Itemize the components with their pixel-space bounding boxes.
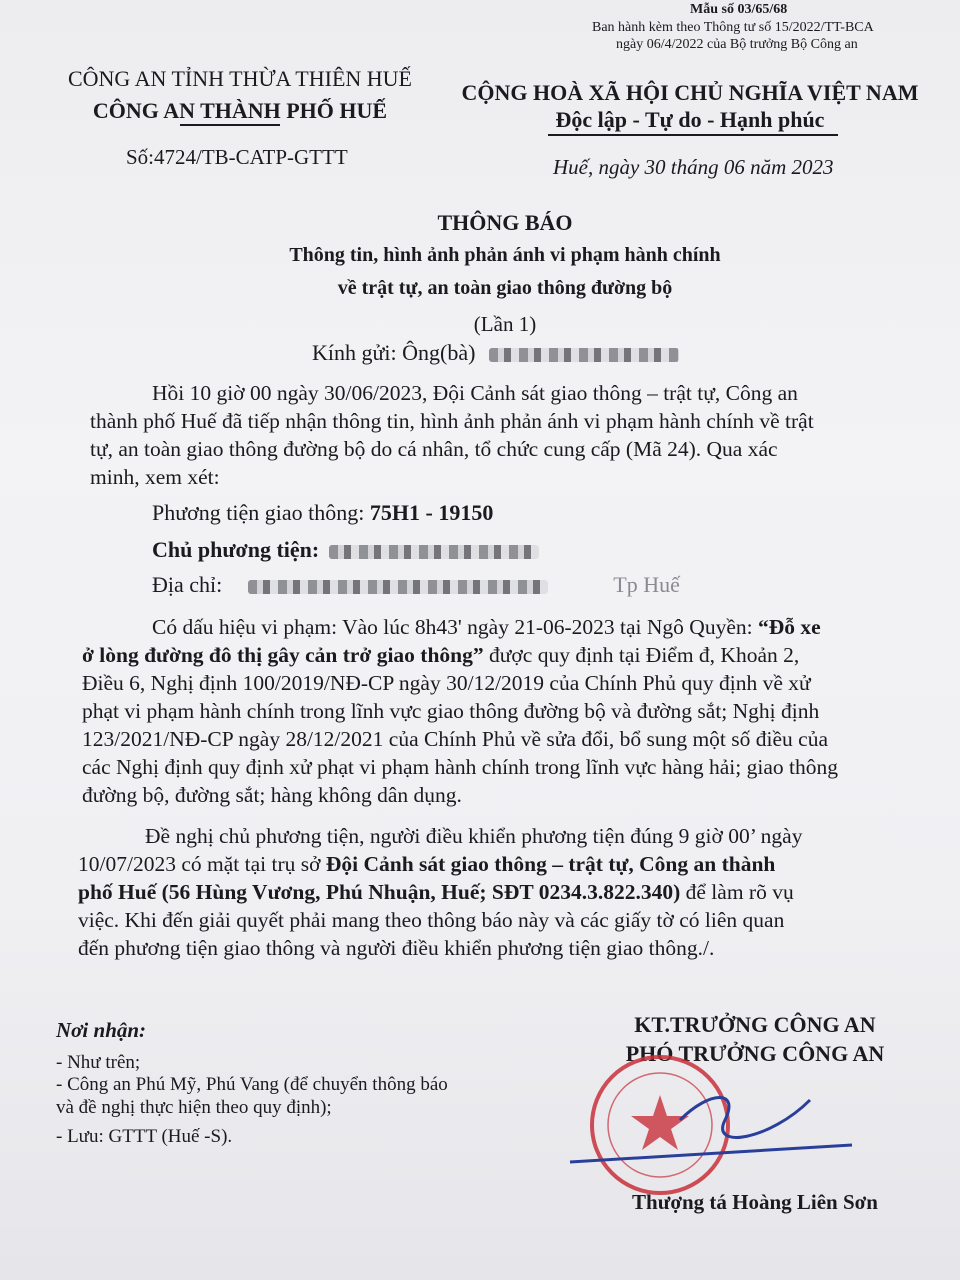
violation-text: Có dấu hiệu vi phạm: Vào lúc 8h43' ngày 21-06-2023 tại Ngô Quyền: <box>152 615 758 639</box>
violation-line <box>82 642 799 670</box>
request-line: Đề nghị chủ phương tiện, người điều khiển phương tiện đúng 9 giờ 00’ ngày <box>145 824 803 848</box>
violation-line <box>152 614 821 642</box>
document-subtitle-2: về trật tự, an toàn giao thông đường bộ <box>337 277 673 299</box>
issuing-unit: CÔNG AN THÀNH PHỐ HUẾ <box>92 98 388 123</box>
request-line: đến phương tiện giao thông và người điều khiển phương tiện giao thông./. <box>78 936 715 960</box>
form-number: Mẫu số 03/65/68 <box>690 2 788 17</box>
motto-underline <box>548 134 838 136</box>
recipient-item: và đề nghị thực hiện theo quy định); <box>56 1097 332 1118</box>
document-number: Số:4724/TB-CATP-GTTT <box>126 145 348 169</box>
violation-text: được quy định tại Điểm đ, Khoản 2, <box>483 643 800 667</box>
owner-label: Chủ phương tiện: <box>152 537 320 562</box>
request-highlight: phố Huế (56 Hùng Vương, Phú Nhuận, Huế; SĐT 0234.3.822.340) <box>78 880 681 904</box>
request-line <box>78 851 775 879</box>
violation-highlight: “Đỗ xe <box>757 615 821 639</box>
recipients-title: Nơi nhận: <box>56 1018 147 1042</box>
intro-line: Hồi 10 giờ 00 ngày 30/06/2023, Đội Cảnh sát giao thông – trật tự, Công an <box>152 381 798 405</box>
attempt-number: (Lần 1) <box>473 312 537 336</box>
signature-title-2: PHÓ TRƯỞNG CÔNG AN <box>625 1041 885 1066</box>
redacted-name <box>489 348 679 362</box>
violation-line: 123/2021/NĐ-CP ngày 28/12/2021 của Chính Phủ về sửa đổi, bổ sung một số điều của <box>82 727 828 751</box>
nation-name: CỘNG HOÀ XÃ HỘI CHỦ NGHĨA VIỆT NAM <box>461 80 919 105</box>
form-ref-line-3: ngày 06/4/2022 của Bộ trưởng Bộ Công an <box>616 37 858 52</box>
document-title: THÔNG BÁO <box>437 210 573 235</box>
agency-underline <box>180 124 280 126</box>
request-highlight: Đội Cảnh sát giao thông – trật tự, Công an thành <box>325 852 776 876</box>
nation-motto: Độc lập - Tự do - Hạnh phúc <box>555 107 825 132</box>
violation-line: phạt vi phạm hành chính trong lĩnh vực giao thông đường bộ và đường sắt; Nghị định <box>82 699 820 723</box>
violation-highlight: ở lòng đường đô thị gây cản trở giao thông” <box>82 643 484 667</box>
document-subtitle-1: Thông tin, hình ảnh phản ánh vi phạm hành chính <box>289 244 721 266</box>
intro-line: minh, xem xét: <box>90 465 220 489</box>
address-city: Tp Huế <box>613 572 680 597</box>
vehicle-row <box>152 500 493 526</box>
intro-line: tự, an toàn giao thông đường bộ do cá nhân, tổ chức cung cấp (Mã 24). Qua xác <box>90 437 778 461</box>
request-line: việc. Khi đến giải quyết phải mang theo thông báo này và các giấy tờ có liên quan <box>78 908 785 932</box>
parent-agency: CÔNG AN TỈNH THỪA THIÊN HUẾ <box>67 66 412 91</box>
redacted-address <box>248 580 548 594</box>
signer-name: Thượng tá Hoàng Liên Sơn <box>632 1190 878 1214</box>
signature-title-1: KT.TRƯỞNG CÔNG AN <box>634 1012 876 1037</box>
recipient-item: - Công an Phú Mỹ, Phú Vang (để chuyển thông báo <box>56 1074 448 1095</box>
request-text: để làm rõ vụ <box>680 880 794 904</box>
address-row <box>152 572 680 598</box>
recipient-item: - Lưu: GTTT (Huế -S). <box>56 1126 233 1147</box>
form-ref-line-2: Ban hành kèm theo Thông tư số 15/2022/TT-BCA <box>592 20 874 35</box>
recipient-line <box>312 340 679 366</box>
owner-row <box>152 537 539 563</box>
vehicle-label: Phương tiện giao thông: <box>152 500 365 525</box>
recipient-label: Kính gửi: Ông(bà) <box>312 340 476 365</box>
violation-line: đường bộ, đường sắt; hàng không dân dụng. <box>82 783 462 807</box>
violation-line: các Nghị định quy định xử phạt vi phạm hành chính trong lĩnh vực hàng hải; giao thông <box>82 755 838 779</box>
redacted-owner <box>329 545 539 559</box>
intro-line: thành phố Huế đã tiếp nhận thông tin, hình ảnh phản ánh vi phạm hành chính về trật <box>90 409 814 433</box>
request-line <box>78 879 794 907</box>
address-label: Địa chỉ: <box>152 572 223 597</box>
issue-date: Huế, ngày 30 tháng 06 năm 2023 <box>553 155 834 179</box>
violation-line: Điều 6, Nghị định 100/2019/NĐ-CP ngày 30/12/2019 của Chính Phủ quy định về xử <box>82 671 811 695</box>
recipient-item: - Như trên; <box>56 1052 141 1073</box>
official-stamp <box>560 1050 860 1200</box>
vehicle-plate: 75H1 - 19150 <box>369 500 494 525</box>
request-text: 10/07/2023 có mặt tại trụ sở <box>78 852 326 876</box>
